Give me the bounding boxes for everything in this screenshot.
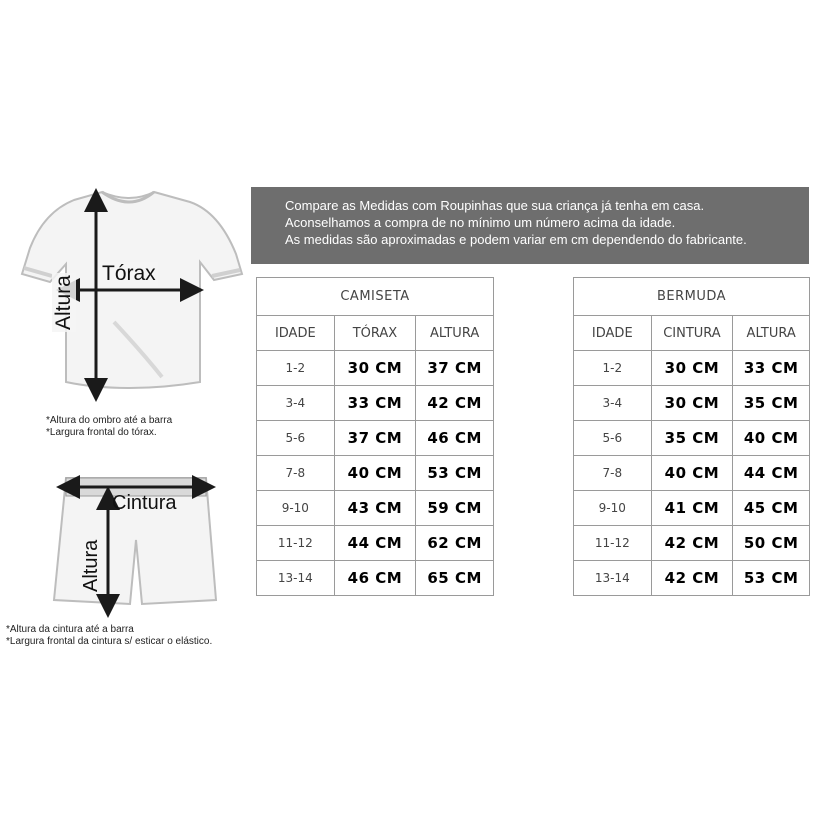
- altura-cell: 40 CM: [733, 421, 810, 456]
- bermuda-title: BERMUDA: [574, 278, 810, 316]
- age-cell: 3-4: [574, 386, 652, 421]
- age-cell: 13-14: [574, 561, 652, 596]
- shirt-notes: [46, 415, 172, 439]
- cintura-label: Cintura: [112, 492, 177, 514]
- shirt-note-altura: *Altura do ombro até a barra: [46, 415, 173, 426]
- table-row: [257, 351, 494, 386]
- torax-cell: 44 CM: [334, 526, 416, 561]
- age-cell: 11-12: [257, 526, 335, 561]
- notice-line: Aconselhamos a compra de no mínimo um número acima da idade.: [285, 215, 676, 230]
- shorts-altura-label: Altura: [80, 539, 102, 592]
- column-header-torax: TÓRAX: [334, 316, 416, 351]
- table-row: [257, 386, 494, 421]
- altura-cell: 53 CM: [733, 561, 810, 596]
- table-row: [574, 491, 810, 526]
- shorts-note-altura: *Altura da cintura até a barra: [6, 624, 134, 635]
- altura-cell: 33 CM: [733, 351, 810, 386]
- cintura-cell: 30 CM: [651, 386, 733, 421]
- altura-cell: 65 CM: [416, 561, 494, 596]
- table-row: [574, 561, 810, 596]
- age-cell: 13-14: [257, 561, 335, 596]
- cintura-cell: 40 CM: [651, 456, 733, 491]
- altura-cell: 46 CM: [416, 421, 494, 456]
- altura-cell: 59 CM: [416, 491, 494, 526]
- table-row: [574, 526, 810, 561]
- table-row: [574, 421, 810, 456]
- age-cell: 11-12: [574, 526, 652, 561]
- altura-cell: 50 CM: [733, 526, 810, 561]
- table-row: [574, 386, 810, 421]
- table-row: [574, 456, 810, 491]
- altura-cell: 37 CM: [416, 351, 494, 386]
- notice-line: As medidas são aproximadas e podem variar em cm dependendo do fabricante.: [285, 232, 747, 247]
- column-header-idade: IDADE: [574, 316, 652, 351]
- table-row: [257, 491, 494, 526]
- age-cell: 5-6: [257, 421, 335, 456]
- torax-cell: 40 CM: [334, 456, 416, 491]
- cintura-cell: 42 CM: [651, 526, 733, 561]
- column-header-cintura: CINTURA: [651, 316, 733, 351]
- notice-line: Compare as Medidas com Roupinhas que sua criança já tenha em casa.: [285, 198, 705, 213]
- table-row: [257, 526, 494, 561]
- altura-cell: 45 CM: [733, 491, 810, 526]
- column-header-altura: ALTURA: [416, 316, 494, 351]
- shorts-note-cintura: *Largura frontal da cintura s/ esticar o elástico.: [6, 636, 213, 647]
- table-row: [574, 351, 810, 386]
- torax-cell: 30 CM: [334, 351, 416, 386]
- cintura-cell: 30 CM: [651, 351, 733, 386]
- table-row: [257, 456, 494, 491]
- notice-box: [251, 187, 809, 264]
- age-cell: 1-2: [574, 351, 652, 386]
- age-cell: 9-10: [574, 491, 652, 526]
- altura-cell: 35 CM: [733, 386, 810, 421]
- camiseta-size-table: [256, 277, 494, 596]
- torax-cell: 37 CM: [334, 421, 416, 456]
- shorts-notes: [6, 624, 212, 648]
- torax-label: Tórax: [102, 262, 156, 285]
- altura-cell: 53 CM: [416, 456, 494, 491]
- age-cell: 1-2: [257, 351, 335, 386]
- torax-cell: 46 CM: [334, 561, 416, 596]
- tshirt-illustration: [14, 182, 246, 414]
- torax-cell: 43 CM: [334, 491, 416, 526]
- torax-cell: 33 CM: [334, 386, 416, 421]
- altura-cell: 42 CM: [416, 386, 494, 421]
- age-cell: 9-10: [257, 491, 335, 526]
- cintura-cell: 35 CM: [651, 421, 733, 456]
- table-row: [257, 421, 494, 456]
- age-cell: 5-6: [574, 421, 652, 456]
- age-cell: 7-8: [257, 456, 335, 491]
- bermuda-size-table: [573, 277, 810, 596]
- shirt-altura-label: Altura: [52, 275, 75, 330]
- column-header-altura: ALTURA: [733, 316, 810, 351]
- column-header-idade: IDADE: [257, 316, 335, 351]
- cintura-cell: 41 CM: [651, 491, 733, 526]
- age-cell: 3-4: [257, 386, 335, 421]
- altura-cell: 62 CM: [416, 526, 494, 561]
- table-row: [257, 561, 494, 596]
- shorts-illustration: [46, 470, 226, 620]
- shirt-note-torax: *Largura frontal do tórax.: [46, 427, 157, 438]
- age-cell: 7-8: [574, 456, 652, 491]
- camiseta-title: CAMISETA: [257, 278, 494, 316]
- altura-cell: 44 CM: [733, 456, 810, 491]
- tshirt-icon: [14, 182, 246, 414]
- cintura-cell: 42 CM: [651, 561, 733, 596]
